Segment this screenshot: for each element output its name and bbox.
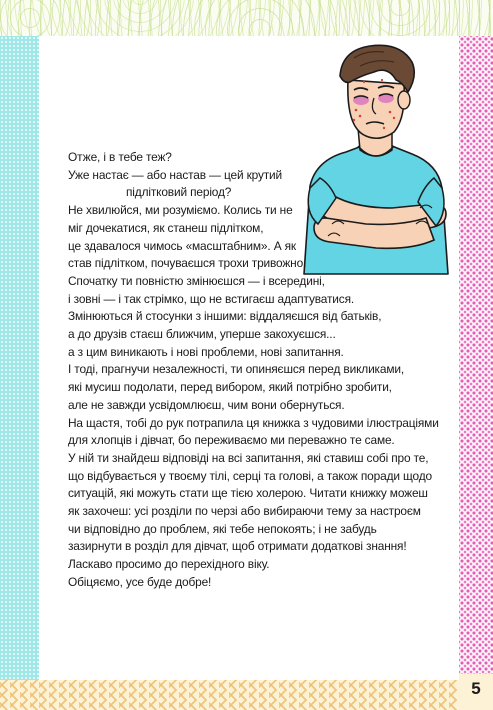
text-line: як захочеш: усі розділи по черзі або вибираючи тему за настроєм — [68, 504, 421, 519]
text-line: Ласкаво просимо до перехідного віку. — [68, 557, 270, 572]
text-line: Змінюються й стосунки з іншими: віддаляєшся від батьків, — [68, 309, 382, 324]
text-line: Обіцяємо, усе буде добре! — [68, 574, 212, 589]
text-line: Спочатку ти повністю змінюєшся — і всередині, — [68, 273, 325, 288]
intro-text — [68, 149, 460, 592]
text-line: Уже настає — або настав — цей крутий — [68, 167, 283, 182]
text-line: Не хвилюйся, ми розуміємо. Колись ти не — [68, 203, 293, 218]
text-line: а до друзів стаєш ближчим, уперше закохуєшся... — [68, 327, 336, 342]
text-line: став підлітком, почуваєшся трохи тривожно. — [68, 256, 307, 271]
text-line: На щастя, тобі до рук потрапила ця книжка з чудовими ілюстраціями — [68, 415, 439, 430]
text-line: чи відповідно до проблем, які тебе непокоять; і не забудь — [68, 521, 377, 536]
bottom-left-decorative-corner — [0, 680, 39, 710]
page-number: 5 — [471, 679, 481, 698]
text-line: І тоді, прагнучи незалежності, ти опиняєшся перед викликами, — [68, 362, 405, 377]
text-line: Отже, і в тебе теж? — [68, 150, 172, 164]
text-line: це здавалося чимось «масштабним». А як — [68, 238, 296, 253]
top-decorative-border — [0, 0, 493, 36]
bottom-decorative-border — [39, 680, 459, 710]
text-line: міг дочекатися, як станеш підлітком, — [68, 220, 264, 235]
left-decorative-border — [0, 36, 39, 680]
text-line: для хлопців і дівчат, бо переживаємо ми переважно те саме. — [68, 433, 395, 448]
text-line: підлітковий період? — [126, 185, 232, 200]
text-line: зазирнути в розділ для дівчат, щоб отримати додаткові знання! — [68, 539, 407, 554]
text-line: і зовні — і так стрімко, що не встигаєш адаптуватися. — [68, 291, 355, 306]
text-line: які мусиш подолати, перед вибором, який потрібно зробити, — [68, 380, 392, 395]
text-line: ситуацій, які можуть стати ще тією холерою. Читати книжку можеш — [68, 486, 428, 501]
text-line: У ній ти знайдеш відповіді на всі запитання, які ставиш собі про те, — [68, 450, 429, 465]
text-line: а з цим виникають і нові проблеми, нові запитання. — [68, 344, 344, 359]
text-line: але не завжди усвідомлюєш, чим вони обернуться. — [68, 397, 345, 412]
right-decorative-border — [459, 36, 493, 674]
text-line: що відбувається у твоєму тілі, серці та голові, а також поради щодо — [68, 468, 432, 483]
